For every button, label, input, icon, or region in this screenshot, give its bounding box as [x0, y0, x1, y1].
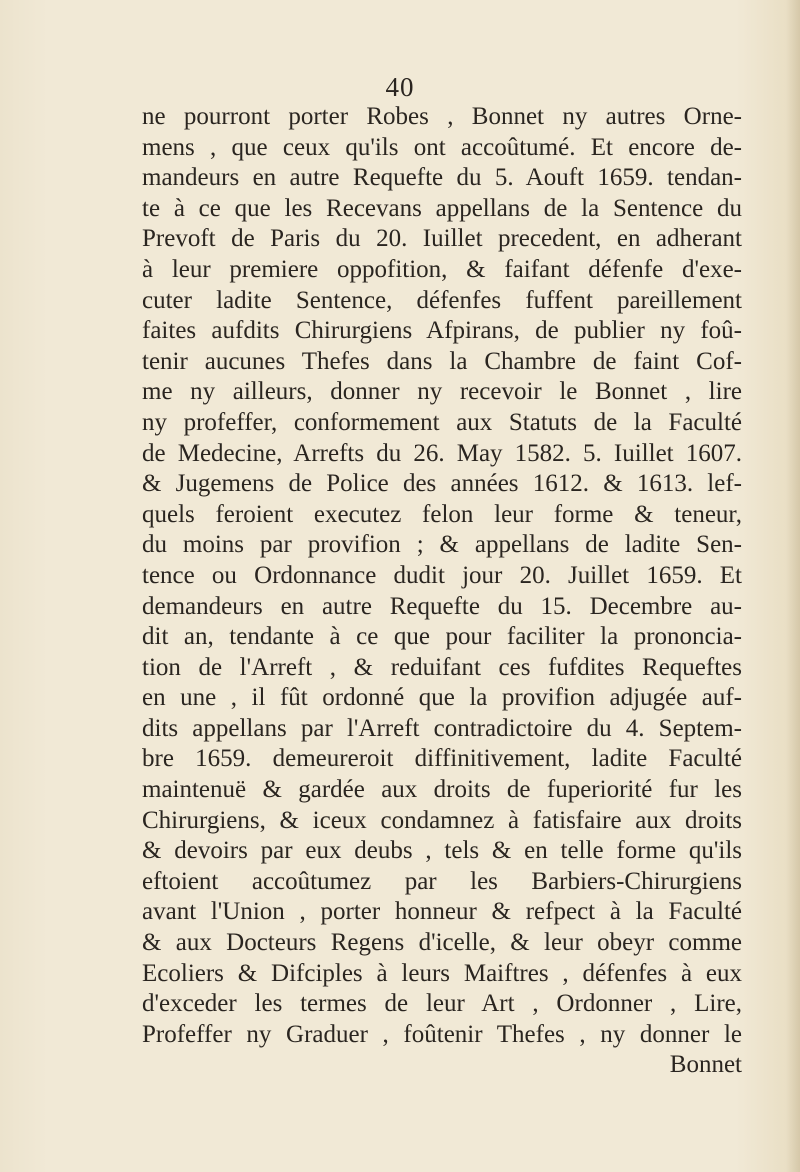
text-line: & devoirs par eux deubs , tels & en telle forme qu'ils [142, 837, 742, 865]
text-line: dits appellans par l'Arreft contradictoire du 4. Septem- [142, 714, 742, 742]
text-line: d'exceder les termes de leur Art , Ordonner , Lire, [142, 990, 742, 1018]
text-line: de Medecine, Arrefts du 26. May 1582. 5. Iuillet 1607. [142, 439, 742, 467]
text-line: bre 1659. demeureroit diffinitivement, ladite Faculté [142, 745, 742, 773]
text-line: mens , que ceux qu'ils ont accoûtumé. Et encore de- [142, 133, 742, 161]
text-line: du moins par provifion ; & appellans de ladite Sen- [142, 531, 742, 559]
text-line: ny profeffer, conformement aux Statuts de la Faculté [142, 408, 742, 436]
text-line: maintenuë & gardée aux droits de fuperiorité fur les [142, 776, 742, 804]
catchword: Bonnet [669, 1051, 742, 1079]
page-edge-shadow [786, 0, 800, 1172]
page-number: 40 [385, 72, 415, 102]
text-line: tion de l'Arreft , & reduifant ces fufdites Requeftes [142, 653, 742, 681]
text-line: ne pourront porter Robes , Bonnet ny autres Orne- [142, 103, 742, 130]
text-line: dit an, tendante à ce que pour faciliter la prononcia- [142, 623, 742, 651]
text-line: faites aufdits Chirurgiens Afpirans, de publier ny foû- [142, 317, 742, 345]
text-line: Ecoliers & Difciples à leurs Maiftres , défenfes à eux [142, 959, 742, 987]
text-line: avant l'Union , porter honneur & refpect à la Faculté [142, 898, 742, 926]
text-line: tenir aucunes Thefes dans la Chambre de faint Cof- [142, 347, 742, 375]
text-line: cuter ladite Sentence, défenfes fuffent pareillement [142, 286, 742, 314]
text-line: me ny ailleurs, donner ny recevoir le Bonnet , lire [142, 378, 742, 406]
text-line: Chirurgiens, & iceux condamnez à fatisfaire aux droits [142, 806, 742, 834]
text-line: & Jugemens de Police des années 1612. & 1613. lef- [142, 470, 742, 498]
text-line: demandeurs en autre Requefte du 15. Decembre au- [142, 592, 742, 620]
text-line: à leur premiere oppofition, & faifant défenfe d'exe- [142, 255, 742, 283]
text-line: en une , il fût ordonné que la provifion adjugée auf- [142, 684, 742, 712]
text-line: Profeffer ny Graduer , foûtenir Thefes , ny donner le [142, 1020, 742, 1048]
text-line: Prevoft de Paris du 20. Iuillet precedent, en adherant [142, 225, 742, 253]
text-line: tence ou Ordonnance dudit jour 20. Juillet 1659. Et [142, 561, 742, 589]
text-line: eftoient accoûtumez par les Barbiers-Chirurgiens [142, 867, 742, 895]
text-line: te à ce que les Recevans appellans de la Sentence du [142, 194, 742, 222]
text-line: mandeurs en autre Requefte du 5. Aouft 1659. tendan- [142, 164, 742, 192]
body-text [142, 102, 742, 1081]
text-line: & aux Docteurs Regens d'icelle, & leur obeyr comme [142, 929, 742, 957]
text-line: quels feroient executez felon leur forme & teneur, [142, 500, 742, 528]
